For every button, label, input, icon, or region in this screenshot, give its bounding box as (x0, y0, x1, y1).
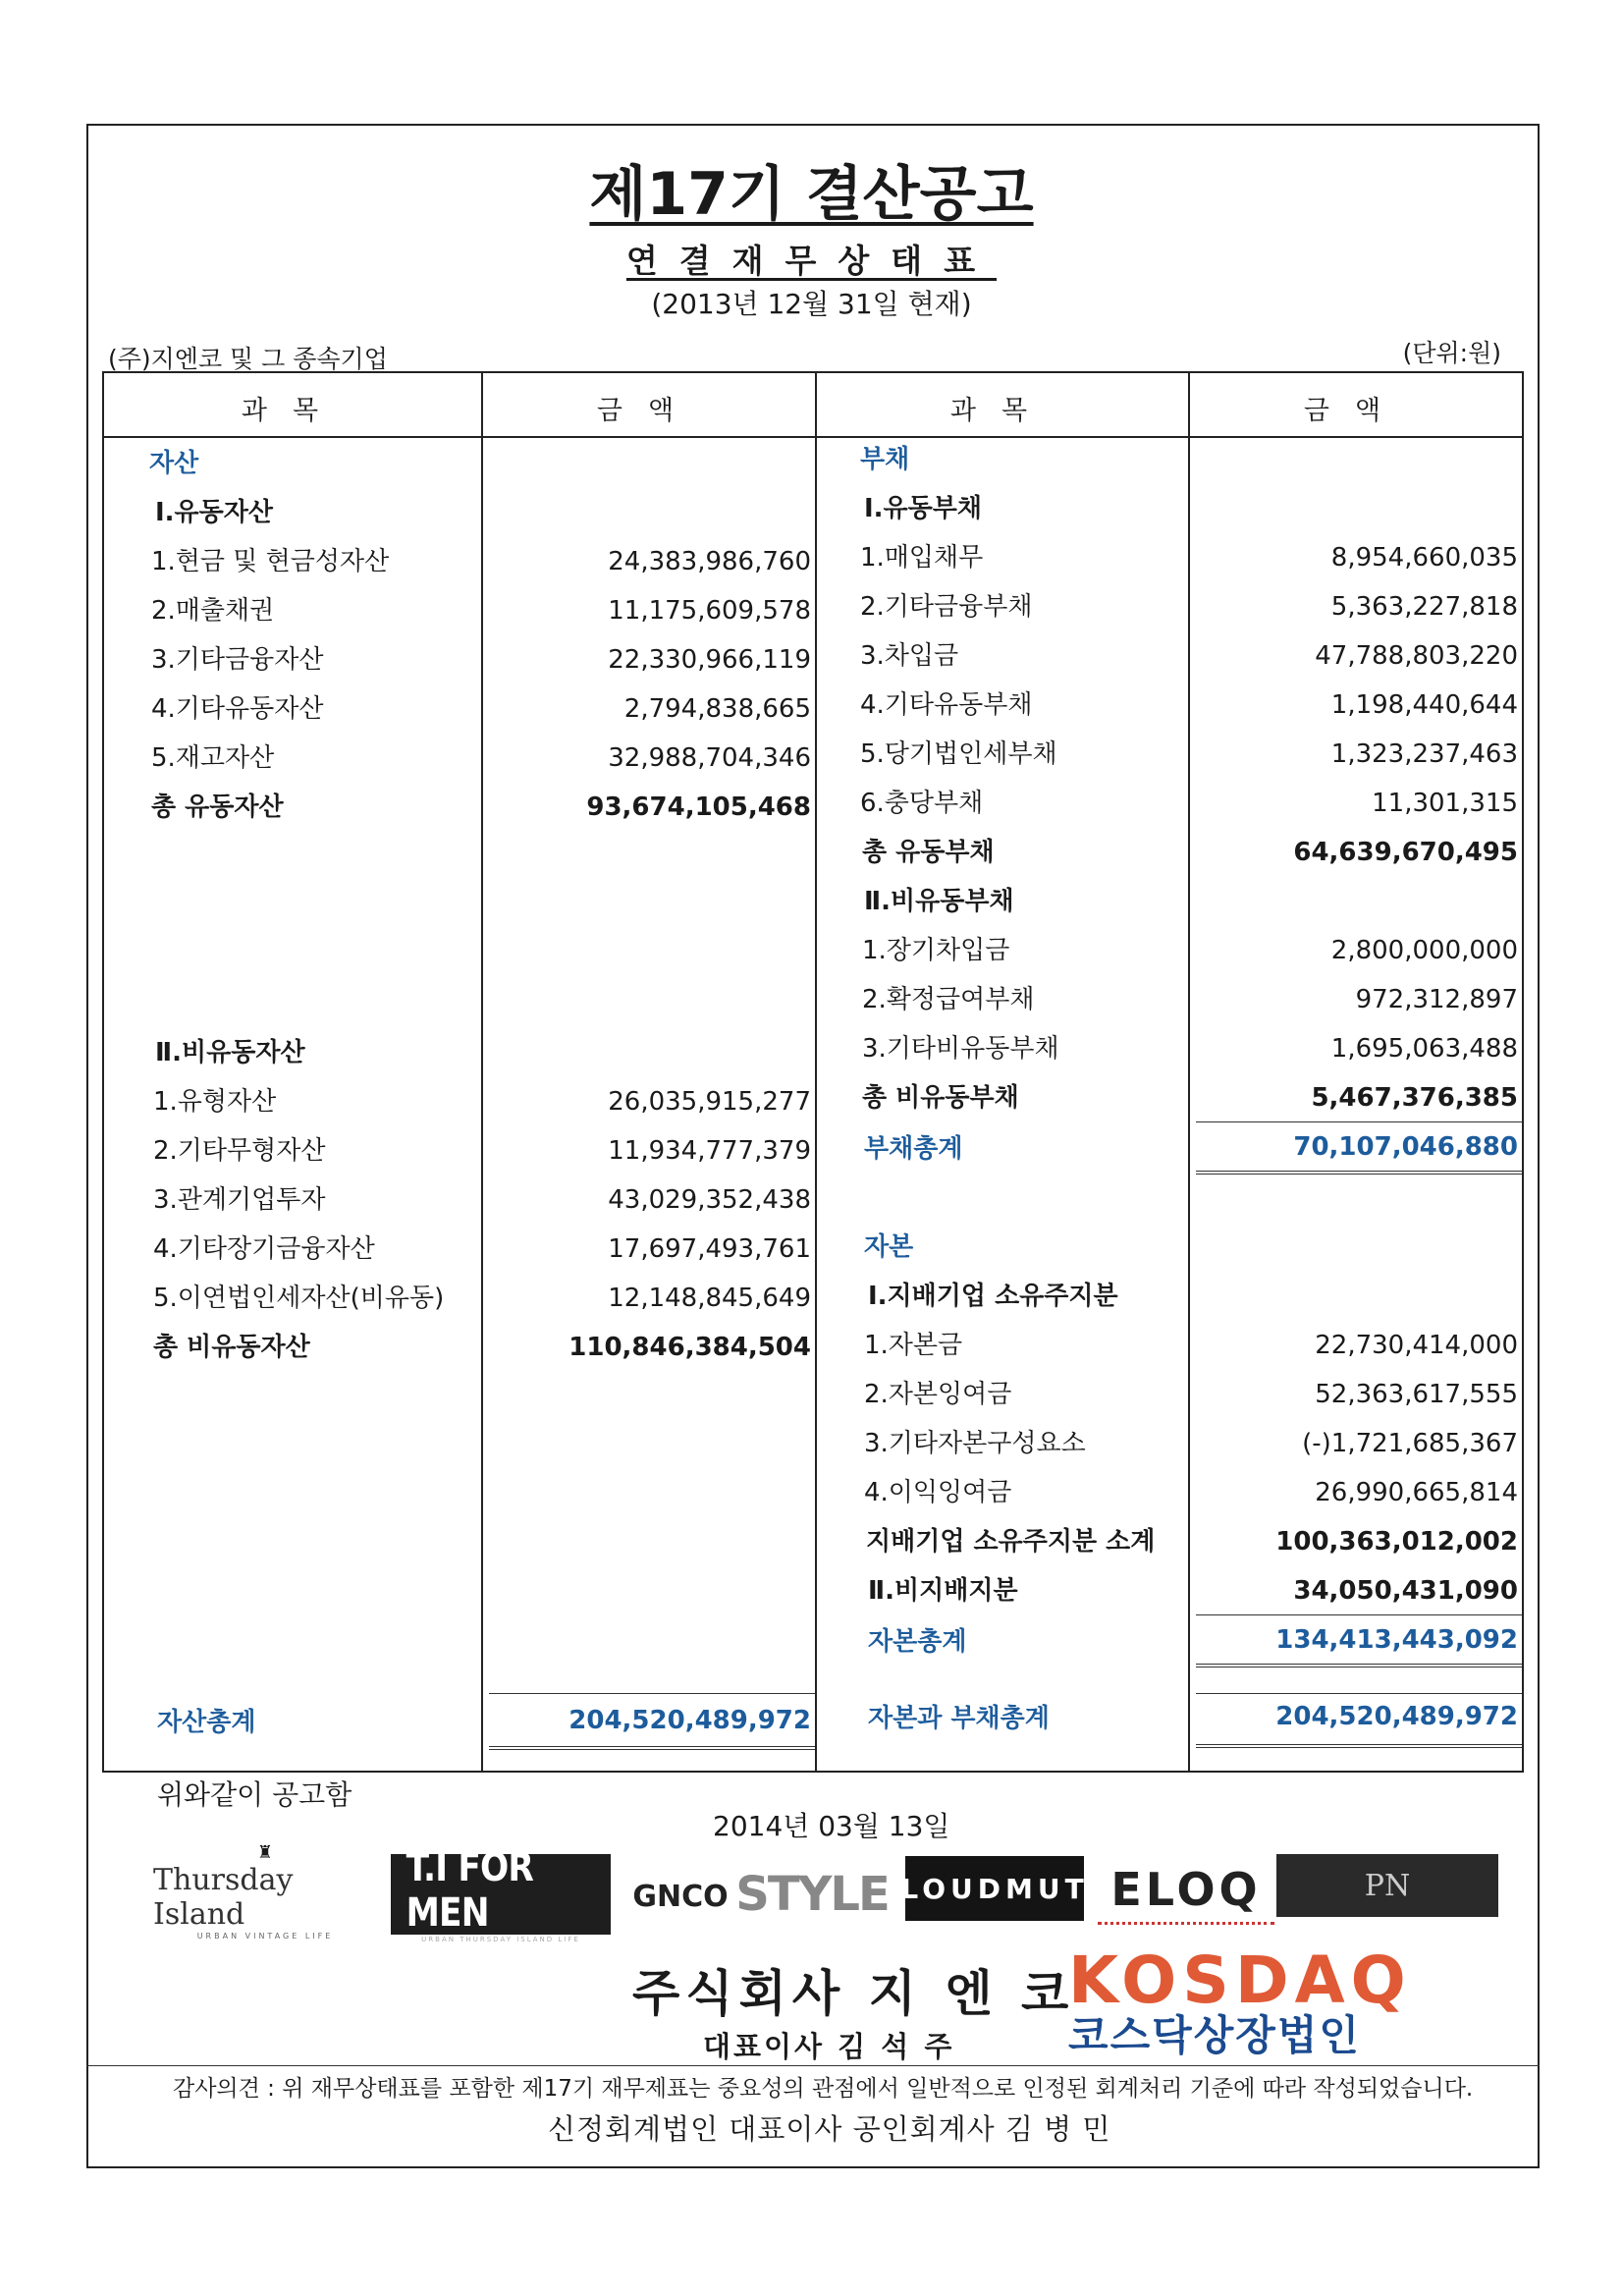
liability-amount: 1,695,063,488 (1330, 1034, 1518, 1064)
noncurrent-assets-title: Ⅱ.비유동자산 (155, 1038, 305, 1067)
asset-label: 5.이연법인세자산(비유동) (153, 1284, 445, 1313)
asset-amount: 26,035,915,277 (608, 1087, 811, 1117)
parent-equity-title: Ⅰ.지배기업 소유주지분 (868, 1282, 1118, 1311)
asset-amount: 32,988,704,346 (608, 743, 811, 773)
asset-amount: 11,934,777,379 (608, 1136, 811, 1166)
header-amount-left: 금액 (596, 396, 700, 426)
current-liabilities-total-amount: 64,639,670,495 (1293, 838, 1518, 867)
noncurrent-liabilities-total-amount: 5,467,376,385 (1311, 1083, 1518, 1113)
noncurrent-liabilities-title: Ⅱ.비유동부채 (864, 887, 1014, 916)
liability-amount: 11,301,315 (1372, 789, 1518, 818)
current-assets-total-amount: 93,674,105,468 (586, 793, 811, 822)
page-title: 제17기 결산공고 (589, 160, 1034, 229)
total-assets-label: 자산총계 (157, 1708, 256, 1737)
asset-label: 5.재고자산 (151, 743, 275, 773)
header-amount-right: 금액 (1303, 396, 1407, 426)
total-double-rule (1196, 1744, 1522, 1748)
header-item-left: 과목 (241, 396, 345, 426)
total-equity-amount: 134,413,443,092 (1275, 1625, 1518, 1655)
asset-amount: 22,330,966,119 (608, 645, 811, 675)
column-divider (815, 373, 817, 1771)
asset-amount: 17,697,493,761 (608, 1234, 811, 1264)
eloq-logo: ELOQ (1098, 1856, 1274, 1925)
as-of-date: (2013년 12월 31일 현재) (651, 288, 972, 320)
total-liab-equity-amount: 204,520,489,972 (1275, 1702, 1518, 1731)
asset-amount: 11,175,609,578 (608, 596, 811, 626)
thursday-island-wordmark: Thursday Island (153, 1863, 294, 1932)
pn-logo: PN (1276, 1854, 1498, 1917)
liability-label: 3.차입금 (860, 641, 959, 671)
corporation-name: 주식회사 지 엔 코 (632, 1965, 1075, 2022)
style-logo: STYLE (735, 1867, 889, 1922)
asset-amount: 43,029,352,438 (608, 1185, 811, 1215)
liability-amount: 47,788,803,220 (1315, 641, 1518, 671)
ti-for-men-wordmark: T.I FOR MEN (406, 1845, 533, 1936)
liability-label: 1.매입채무 (860, 543, 984, 573)
crest-icon: ♜ (256, 1842, 274, 1863)
asset-amount: 24,383,986,760 (608, 547, 811, 576)
ti-for-men-logo (391, 1845, 611, 1943)
total-double-rule (489, 1746, 815, 1750)
asset-label: 4.기타장기금융자산 (153, 1234, 375, 1264)
asset-label: 2.매출채권 (151, 596, 275, 626)
total-liabilities-label: 부채총계 (864, 1134, 963, 1164)
thursday-island-tagline: URBAN VINTAGE LIFE (196, 1932, 334, 1941)
equity-label: 1.자본금 (864, 1331, 963, 1360)
total-liab-equity-label: 자본과 부채총계 (868, 1704, 1050, 1733)
nci-label: Ⅱ.비지배지분 (868, 1576, 1018, 1606)
liability-label: 6.충당부채 (860, 789, 984, 818)
total-liabilities-amount: 70,107,046,880 (1293, 1132, 1518, 1162)
total-double-rule (1196, 1664, 1522, 1667)
equity-label: 4.이익잉여금 (864, 1478, 1012, 1507)
audit-divider (86, 2065, 1540, 2066)
current-liabilities-total-label: 총 유동부채 (862, 838, 995, 867)
liabilities-heading: 부채 (860, 445, 910, 474)
total-rule (489, 1693, 815, 1694)
loudmut-logo: LOUDMUT (905, 1856, 1084, 1921)
total-assets-amount: 204,520,489,972 (568, 1706, 811, 1735)
header-divider (104, 436, 1522, 438)
current-assets-title: Ⅰ.유동자산 (155, 498, 274, 527)
total-rule (1196, 1693, 1522, 1694)
header-item-right: 과목 (949, 396, 1054, 426)
liability-label: 5.당기법인세부채 (860, 739, 1057, 769)
liability-amount: 5,363,227,818 (1330, 592, 1518, 622)
asset-label: 4.기타유동자산 (151, 694, 324, 724)
liability-label: 2.기타금융부채 (860, 592, 1033, 622)
ceo-name: 대표이사 김 석 주 (703, 2030, 955, 2063)
noncurrent-assets-total-amount: 110,846,384,504 (568, 1333, 811, 1362)
noncurrent-liabilities-total-label: 총 비유동부채 (862, 1083, 1019, 1113)
equity-amount: (-)1,721,685,367 (1302, 1429, 1518, 1458)
kosdaq-listed-label: 코스닥상장법인 (1068, 2011, 1362, 2059)
total-double-rule (1196, 1171, 1522, 1175)
asset-amount: 2,794,838,665 (623, 694, 811, 724)
gnco-logo: GNCO (632, 1879, 729, 1914)
liability-amount: 1,198,440,644 (1330, 690, 1518, 720)
asset-label: 3.관계기업투자 (153, 1185, 326, 1215)
assets-heading: 자산 (149, 449, 199, 478)
equity-heading: 자본 (864, 1232, 914, 1262)
column-divider (481, 373, 483, 1771)
asset-label: 1.유형자산 (153, 1087, 277, 1117)
total-rule (1196, 1614, 1522, 1615)
kosdaq-logo: KOSDAQ (1068, 1942, 1412, 2018)
statement-subtitle: 연결재무상태표 (625, 242, 998, 280)
current-assets-total-label: 총 유동자산 (151, 793, 284, 822)
parent-equity-subtotal-label: 지배기업 소유주지분 소계 (866, 1527, 1156, 1557)
liability-amount: 2,800,000,000 (1330, 936, 1518, 965)
liability-amount: 1,323,237,463 (1330, 739, 1518, 769)
current-liabilities-title: Ⅰ.유동부채 (864, 494, 983, 523)
company-name: (주)지엔코 및 그 종속기업 (108, 345, 388, 373)
asset-label: 1.현금 및 현금성자산 (151, 547, 390, 576)
parent-equity-subtotal-amount: 100,363,012,002 (1275, 1527, 1518, 1557)
asset-label: 2.기타무형자산 (153, 1136, 326, 1166)
ti-for-men-tagline: URBAN THURSDAY ISLAND LIFE (421, 1936, 580, 1943)
noncurrent-assets-total-label: 총 비유동자산 (153, 1333, 310, 1362)
total-rule (1196, 1121, 1522, 1122)
liability-amount: 972,312,897 (1355, 985, 1518, 1014)
notice-text: 위와같이 공고함 (157, 1778, 352, 1811)
equity-amount: 22,730,414,000 (1315, 1331, 1518, 1360)
auditor-signature: 신정회계법인 대표이사 공인회계사 김 병 민 (548, 2112, 1111, 2146)
equity-amount: 26,990,665,814 (1315, 1478, 1518, 1507)
announce-date: 2014년 03월 13일 (713, 1810, 950, 1842)
liability-amount: 8,954,660,035 (1330, 543, 1518, 573)
liability-label: 2.확정급여부채 (862, 985, 1035, 1014)
nci-amount: 34,050,431,090 (1293, 1576, 1518, 1606)
total-equity-label: 자본총계 (868, 1627, 967, 1657)
equity-amount: 52,363,617,555 (1315, 1380, 1518, 1409)
liability-label: 3.기타비유동부채 (862, 1034, 1059, 1064)
unit-label: (단위:원) (1402, 339, 1501, 367)
equity-label: 3.기타자본구성요소 (864, 1429, 1086, 1458)
audit-opinion: 감사의견 : 위 재무상태표를 포함한 제17기 재무제표는 중요성의 관점에서 일반적으로 인정된 회계처리 기준에 따라 작성되었습니다. (173, 2076, 1474, 2102)
liability-label: 1.장기차입금 (862, 936, 1010, 965)
balance-sheet-table (102, 371, 1524, 1773)
asset-label: 3.기타금융자산 (151, 645, 324, 675)
liability-label: 4.기타유동부채 (860, 690, 1033, 720)
equity-label: 2.자본잉여금 (864, 1380, 1012, 1409)
thursday-island-logo (153, 1842, 377, 1941)
asset-amount: 12,148,845,649 (608, 1284, 811, 1313)
